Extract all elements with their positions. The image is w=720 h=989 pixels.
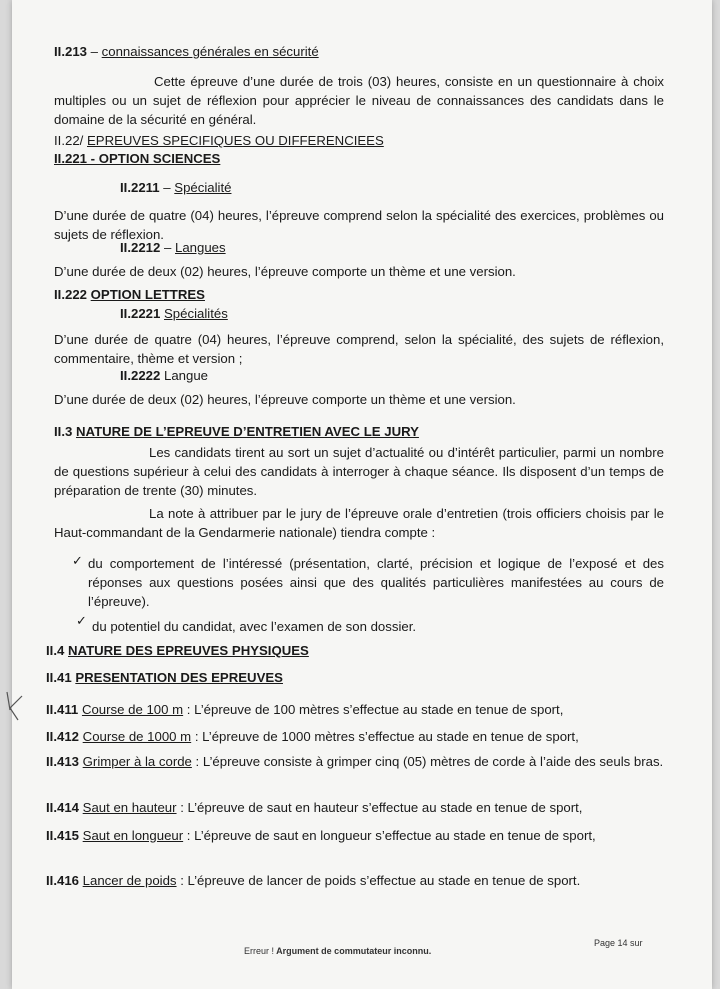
pen-mark-icon: [4, 690, 26, 722]
heading-ii2211: II.2211 – Spécialité: [120, 180, 232, 195]
event-ii416: II.416 Lancer de poids : L’épreuve de lancer de poids s’effectue au stade en tenue de sport.: [46, 873, 581, 888]
heading-ii2221: II.2221 Spécialités: [120, 306, 228, 321]
event-ii413: II.413 Grimper à la corde : L’épreuve consiste à grimper cinq (05) mètres de corde à l’aide des seuls bras.: [46, 754, 664, 769]
paragraph-ii2221: D’une durée de quatre (04) heures, l’épreuve comprend, selon la spécialité, des sujets de réflexion, commentaire, thème et version ;: [54, 332, 664, 366]
section-title: connaissances générales en sécurité: [101, 44, 319, 59]
paragraph-ii2211: D’une durée de quatre (04) heures, l’épreuve comprend selon la spécialité des exercices, problèmes ou sujets de réflexion.: [54, 208, 664, 242]
paragraph-ii3-a: Les candidats tirent au sort un sujet d’actualité ou d’intérêt particulier, parmi un nombre de questions supérieur à celui des candidats à interroger à chaque séance. Ils disposent d’un temps de préparation de trente (30) minutes.: [54, 445, 664, 498]
heading-ii2222: II.2222 Langue: [120, 368, 209, 383]
paragraph-ii2222: D’une durée de deux (02) heures, l’épreuve comporte un thème et une version.: [54, 392, 516, 407]
paragraph-ii213: Cette épreuve d’une durée de trois (03) heures, consiste en un questionnaire à choix multiples ou un sujet de réflexion pour apprécier le niveau de connaissances des candidats dans le domaine de la sécurité en général.: [54, 74, 664, 127]
section-number: II.213: [54, 44, 87, 59]
heading-ii222: II.222 OPTION LETTRES: [54, 287, 205, 302]
bullet-comportement: du comportement de l’intéressé (présentation, clarté, précision et logique de l’exposé et des réponses aux questions posées ainsi que des qualités particulières manifestées au cours de l’épreuve).: [88, 556, 664, 609]
footer-error: Erreur ! Argument de commutateur inconnu.: [244, 946, 432, 956]
event-ii411: II.411 Course de 100 m : L’épreuve de 100 mètres s’effectue au stade en tenue de sport,: [46, 702, 564, 717]
heading-ii3: II.3 NATURE DE L’EPREUVE D’ENTRETIEN AVEC LE JURY: [54, 424, 419, 439]
heading-ii213: II.213 – connaissances générales en sécurité: [54, 44, 319, 59]
event-ii415: II.415 Saut en longueur : L’épreuve de saut en longueur s’effectue au stade en tenue de sport,: [46, 828, 596, 843]
heading-ii4: II.4 NATURE DES EPREUVES PHYSIQUES: [46, 643, 309, 658]
document-page: [12, 0, 712, 989]
event-ii412: II.412 Course de 1000 m : L’épreuve de 1000 mètres s’effectue au stade en tenue de sport,: [46, 729, 579, 744]
paragraph-ii2212: D’une durée de deux (02) heures, l’épreuve comporte un thème et une version.: [54, 264, 516, 279]
heading-ii2212: II.2212 – Langues: [120, 240, 226, 255]
bullet-potentiel: du potentiel du candidat, avec l’examen de son dossier.: [92, 619, 417, 634]
checkmark-icon: ✓: [76, 613, 87, 628]
paragraph-ii3-b: La note à attribuer par le jury de l’épreuve orale d’entretien (trois officiers choisis par le Haut-commandant de la Gendarmerie nationale) tiendra compte :: [54, 506, 664, 540]
heading-ii22: II.22/ EPREUVES SPECIFIQUES OU DIFFERENCIEES: [54, 133, 384, 148]
heading-ii221: II.221 - OPTION SCIENCES: [54, 151, 221, 166]
checkmark-icon: ✓: [72, 553, 83, 568]
event-ii414: II.414 Saut en hauteur : L’épreuve de saut en hauteur s’effectue au stade en tenue de sport,: [46, 800, 583, 815]
heading-ii41: II.41 PRESENTATION DES EPREUVES: [46, 670, 283, 685]
footer-page-number: Page 14 sur: [594, 938, 643, 948]
